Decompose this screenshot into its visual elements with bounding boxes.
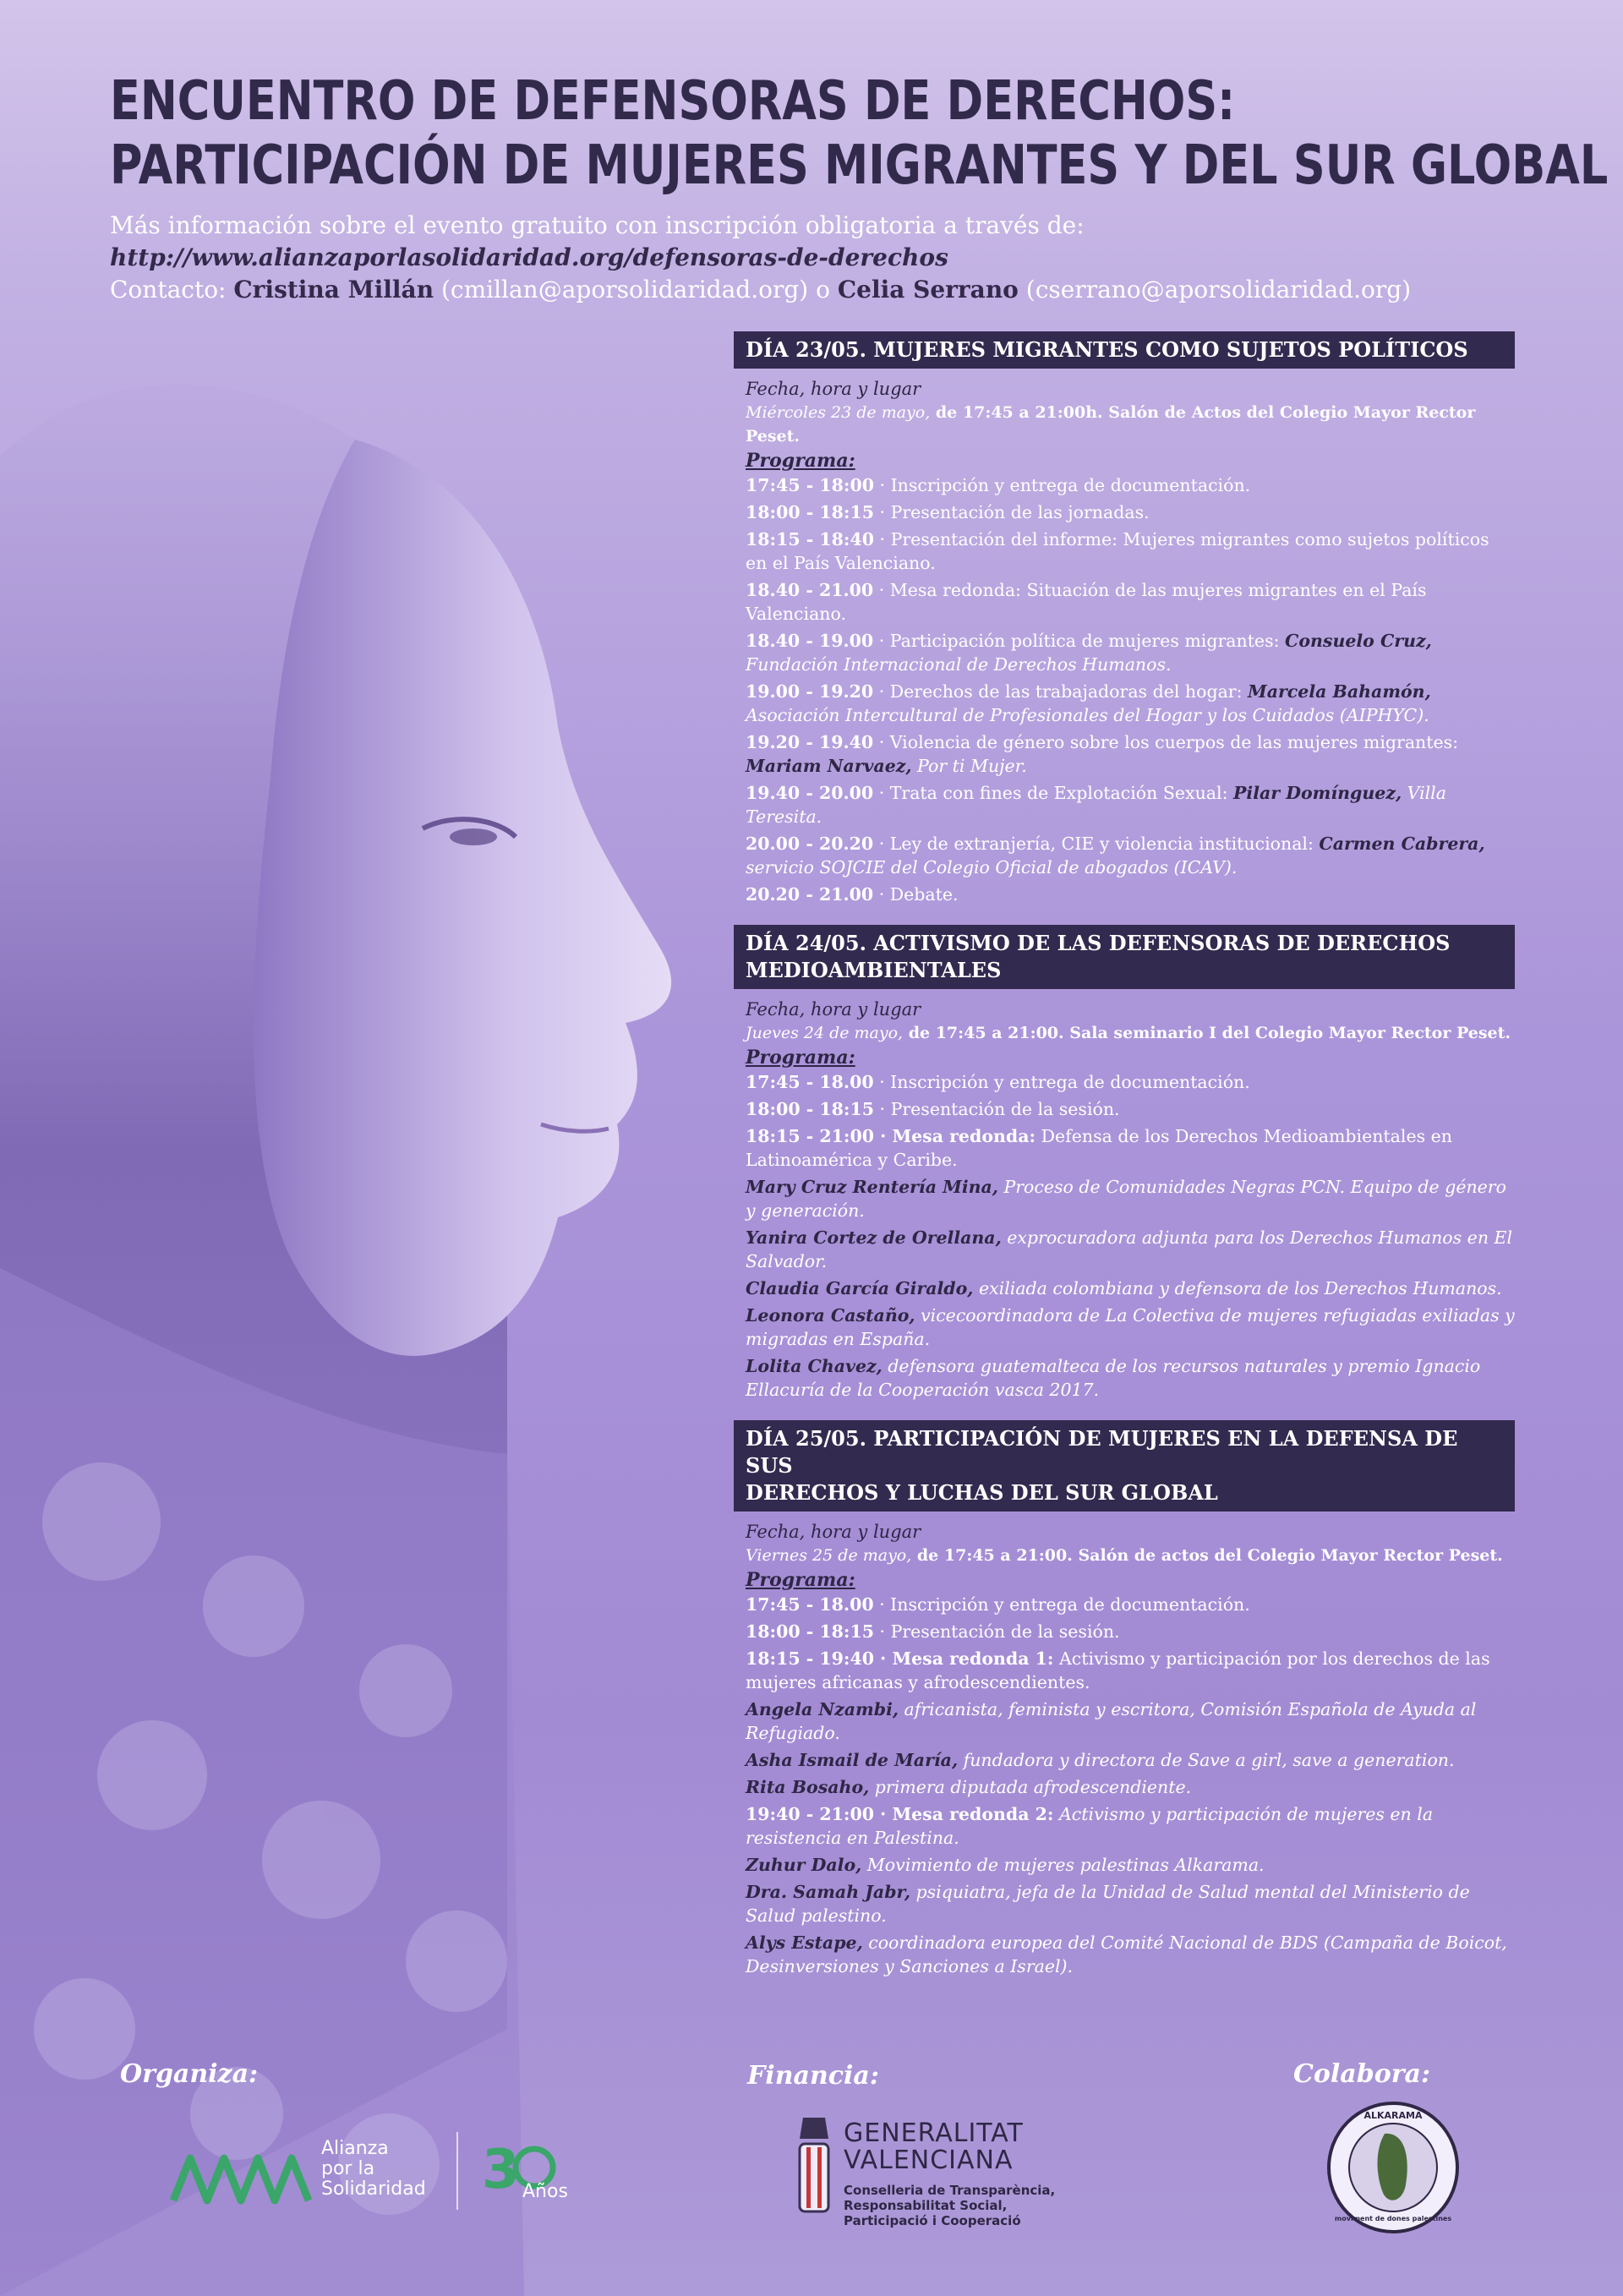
fecha-label: Fecha, hora y lugar — [746, 1522, 921, 1542]
fecha-date: Jueves 24 de mayo, — [746, 1024, 904, 1042]
gv-sub3: Participació i Cooperació — [844, 2213, 1021, 2228]
fecha-date: Viernes 25 de mayo, — [746, 1546, 912, 1565]
item-time: 18:00 - 18:15 — [746, 502, 875, 522]
program-item — [734, 473, 1515, 497]
item-org: vicecoordinadora de La Colectiva de mujeres refugiadas exiliadas y migradas en España. — [746, 1305, 1515, 1349]
item-text: · Presentación de la sesión. — [874, 1621, 1120, 1642]
program-item — [734, 1124, 1515, 1172]
program-item — [734, 781, 1515, 828]
generalitat-logo — [795, 2113, 1065, 2240]
generalitat-crest-icon — [795, 2113, 833, 2223]
item-speaker: Consuelo Cruz, — [1285, 631, 1432, 651]
day-heading-line: DÍA 24/05. ACTIVISMO DE LAS DEFENSORAS DE DERECHOS — [746, 931, 1451, 955]
program-item — [734, 1226, 1515, 1273]
item-time: 19:40 - 21:00 · Mesa redonda 2: — [746, 1804, 1054, 1824]
day-heading-line: DÍA 25/05. PARTICIPACIÓN DE MUJERES EN LA DEFENSA DE SUS — [746, 1426, 1458, 1478]
fecha-label: Fecha, hora y lugar — [746, 379, 921, 399]
alkarama-top-text: ALKARAMA — [1363, 2110, 1423, 2121]
fecha-label: Fecha, hora y lugar — [746, 999, 921, 1020]
item-time: 20.00 - 20.20 — [746, 834, 874, 854]
item-speaker: Mariam Narvaez, — [746, 756, 912, 776]
fecha-detail — [734, 1021, 1515, 1045]
item-speaker: Angela Nzambi, — [746, 1699, 899, 1719]
item-text: · Presentación de la sesión. — [874, 1099, 1120, 1119]
item-org: servicio SOJCIE del Colegio Oficial de abogados (ICAV). — [746, 857, 1238, 877]
programa-label: Programa: — [746, 1569, 855, 1591]
title-line-1: ENCUENTRO DE DEFENSORAS DE DERECHOS: — [110, 70, 1236, 133]
item-org: exiliada colombiana y defensora de los Derechos Humanos. — [973, 1278, 1502, 1298]
item-text: · Mesa redonda: Situación de las mujeres migrantes en el País Valenciano. — [746, 580, 1427, 624]
item-org: Villa Teresita. — [746, 783, 1446, 827]
item-org: Por ti Mujer. — [911, 756, 1027, 776]
gv-line1: GENERALITAT — [844, 2118, 1024, 2148]
program-item — [734, 1647, 1515, 1694]
item-text: · Inscripción y entrega de documentación. — [873, 1072, 1250, 1092]
day-section — [734, 925, 1515, 1402]
alianza-logo — [169, 2130, 575, 2223]
program-item — [734, 832, 1515, 879]
info-line: Más información sobre el evento gratuito con inscripción obligatoria a través de: — [110, 211, 1085, 239]
item-text: · Violencia de género sobre los cuerpos de las mujeres migrantes: — [873, 732, 1459, 752]
contact1-email[interactable]: (cmillan@aporsolidaridad.org) — [440, 276, 809, 303]
programa-label: Programa: — [746, 450, 855, 472]
item-org: Activismo y participación de mujeres en la resistencia en Palestina. — [746, 1804, 1434, 1848]
fecha-detail — [734, 1544, 1515, 1567]
program-item — [734, 1593, 1515, 1616]
contact-line — [110, 274, 1411, 306]
header — [110, 69, 1609, 198]
item-text: · Presentación de las jornadas. — [874, 502, 1150, 522]
colabora-label: Colabora: — [1293, 2059, 1431, 2089]
title-line-2: PARTICIPACIÓN DE MUJERES MIGRANTES Y DEL SUR GLOBAL — [110, 134, 1609, 197]
item-time: 18:15 - 21:00 · Mesa redonda: — [746, 1126, 1036, 1146]
programa-label: Programa: — [746, 1047, 855, 1069]
program-item — [734, 1070, 1515, 1094]
item-time: 19.20 - 19.40 — [746, 732, 874, 752]
item-org: psiquiatra, jefa de la Unidad de Salud mental del Ministerio de Salud palestino. — [746, 1882, 1470, 1926]
organiza-label: Organiza: — [120, 2059, 259, 2089]
program-item — [734, 629, 1515, 676]
program-item — [734, 883, 1515, 906]
item-speaker: Mary Cruz Rentería Mina, — [746, 1177, 998, 1197]
program-item — [734, 1748, 1515, 1772]
gv-line2: VALENCIANA — [844, 2146, 1014, 2175]
program-item — [734, 1175, 1515, 1222]
item-time: 17:45 - 18:00 — [746, 475, 875, 495]
item-speaker: Lolita Chavez, — [746, 1356, 883, 1376]
item-time: 18:15 - 19:40 · Mesa redonda 1: — [746, 1648, 1054, 1669]
item-time: 18.40 - 21.00 — [746, 580, 874, 600]
item-speaker: Asha Ismail de María, — [746, 1750, 959, 1770]
woman-portrait-illustration — [0, 0, 761, 2296]
fecha-date: Miércoles 23 de mayo, — [746, 403, 931, 422]
financia-label: Financia: — [747, 2061, 879, 2091]
alianza-line2: por la — [321, 2158, 375, 2179]
alianza-line3: Solidaridad — [321, 2178, 426, 2200]
item-text: Activismo y participación por los derechos de las mujeres africanas y afrodescendientes. — [746, 1648, 1490, 1692]
item-org: fundadora y directora de Save a girl, save a generation. — [958, 1750, 1455, 1770]
day-section — [734, 331, 1515, 906]
item-time: 18:00 - 18:15 — [746, 1099, 875, 1119]
item-org: Movimiento de mujeres palestinas Alkarama. — [861, 1855, 1265, 1875]
alianza-line1: Alianza — [321, 2138, 389, 2159]
program-item — [734, 1276, 1515, 1300]
day-heading-line: DÍA 23/05. MUJERES MIGRANTES COMO SUJETOS POLÍTICOS — [746, 337, 1468, 362]
contact-label: Contacto: — [110, 276, 227, 303]
day-heading-line: DERECHOS Y LUCHAS DEL SUR GLOBAL — [746, 1480, 1218, 1505]
contact2-email[interactable]: (cserrano@aporsolidaridad.org) — [1025, 276, 1412, 303]
day-heading — [734, 331, 1515, 369]
item-time: 18:15 - 18:40 — [746, 529, 875, 549]
program-item — [734, 1697, 1515, 1745]
item-text: · Participación política de mujeres migrantes: — [873, 631, 1286, 651]
program-item — [734, 1802, 1515, 1850]
alianza-mark-icon — [169, 2137, 313, 2213]
item-org: defensora guatemalteca de los recursos naturales y premio Ignacio Ellacuría de la Cooperación vasca 2017. — [746, 1356, 1481, 1400]
fecha-rest: de 17:45 a 21:00. Sala seminario I del Colegio Mayor Rector Peset. — [903, 1024, 1511, 1042]
program-item — [734, 1853, 1515, 1877]
item-org: exprocuradora adjunta para los Derechos Humanos en El Salvador. — [746, 1227, 1513, 1271]
program-item — [734, 1304, 1515, 1351]
item-org: Proceso de Comunidades Negras PCN. Equipo de género y generación. — [746, 1177, 1506, 1221]
alkarama-logo — [1325, 2100, 1461, 2235]
item-speaker: Marcela Bahamón, — [1248, 681, 1431, 702]
item-time: 17:45 - 18.00 — [746, 1594, 874, 1615]
gv-sub1: Conselleria de Transparència, — [844, 2183, 1056, 2198]
program-item — [734, 1620, 1515, 1643]
item-time: 18:00 - 18:15 — [746, 1621, 875, 1642]
item-speaker: Pilar Domínguez, — [1233, 783, 1402, 803]
item-text: · Debate. — [873, 884, 959, 905]
item-speaker: Leonora Castaño, — [746, 1305, 915, 1326]
program-item — [734, 1354, 1515, 1402]
item-speaker: Rita Bosaho, — [746, 1777, 870, 1797]
contact2-name: Celia Serrano — [837, 276, 1019, 303]
item-org: Asociación Intercultural de Profesionales del Hogar y los Cuidados (AIPHYC). — [746, 705, 1429, 725]
event-info — [110, 210, 1411, 306]
logo-divider — [456, 2132, 458, 2210]
item-speaker: Zuhur Dalo, — [746, 1855, 862, 1875]
item-speaker: Claudia García Giraldo, — [746, 1278, 974, 1298]
day-heading — [734, 925, 1515, 989]
item-text: · Derechos de las trabajadoras del hogar: — [873, 681, 1249, 702]
item-text: · Trata con fines de Explotación Sexual: — [873, 783, 1233, 803]
item-org: africanista, feminista y escritora, Comisión Española de Ayuda al Refugiado. — [746, 1699, 1477, 1743]
item-org: coordinadora europea del Comité Nacional de BDS (Campaña de Boicot, Desinversiones y Sanciones a Israel). — [746, 1932, 1507, 1976]
program-item — [734, 578, 1515, 626]
item-org: Fundación Internacional de Derechos Humanos. — [746, 654, 1172, 675]
item-time: 20.20 - 21.00 — [746, 884, 874, 905]
day-heading-line: MEDIOAMBIENTALES — [746, 958, 1002, 982]
gv-sub2: Responsabilitat Social, — [844, 2198, 1008, 2213]
fecha-rest: de 17:45 a 21:00h. Salón de Actos del Colegio Mayor Rector Peset. — [746, 403, 1476, 446]
program-item — [734, 1880, 1515, 1927]
anos-text: Años — [522, 2181, 568, 2202]
item-speaker: Carmen Cabrera, — [1319, 834, 1485, 854]
item-text: Defensa de los Derechos Medioambientales en Latinoamérica y Caribe. — [746, 1126, 1452, 1170]
program-item — [734, 1775, 1515, 1799]
item-speaker: Yanira Cortez de Orellana, — [746, 1227, 1002, 1248]
item-time: 19.00 - 19.20 — [746, 681, 874, 702]
day-section — [734, 1420, 1515, 1978]
item-speaker: Alys Estape, — [746, 1932, 863, 1953]
item-time: 18.40 - 19.00 — [746, 631, 874, 651]
program-item — [734, 730, 1515, 778]
item-org: primera diputada afrodescendiente. — [869, 1777, 1192, 1797]
program-item — [734, 528, 1515, 575]
item-text: · Presentación del informe: Mujeres migrantes como sujetos políticos en el País Valenciano. — [746, 529, 1489, 573]
program-item — [734, 500, 1515, 524]
program-item — [734, 1931, 1515, 1978]
alkarama-bottom-text: moviment de dones palestines — [1334, 2215, 1452, 2222]
fecha-rest: de 17:45 a 21:00. Salón de actos del Colegio Mayor Rector Peset. — [911, 1546, 1503, 1565]
item-time: 19.40 - 20.00 — [746, 783, 874, 803]
item-speaker: Dra. Samah Jabr, — [746, 1882, 911, 1902]
item-text: · Inscripción y entrega de documentación. — [874, 475, 1251, 495]
day-heading — [734, 1420, 1515, 1512]
item-text: · Inscripción y entrega de documentación. — [873, 1594, 1250, 1615]
program-item — [734, 680, 1515, 727]
contact1-name: Cristina Millán — [233, 276, 434, 303]
event-url-link[interactable]: http://www.alianzaporlasolidaridad.org/defensoras-de-derechos — [110, 243, 948, 271]
program — [734, 331, 1515, 1997]
item-time: 17:45 - 18.00 — [746, 1072, 874, 1092]
svg-text:3: 3 — [482, 2139, 520, 2201]
fecha-detail — [734, 401, 1515, 448]
contact-or: o — [816, 276, 830, 303]
item-text: · Ley de extranjería, CIE y violencia institucional: — [873, 834, 1320, 854]
program-item — [734, 1097, 1515, 1121]
